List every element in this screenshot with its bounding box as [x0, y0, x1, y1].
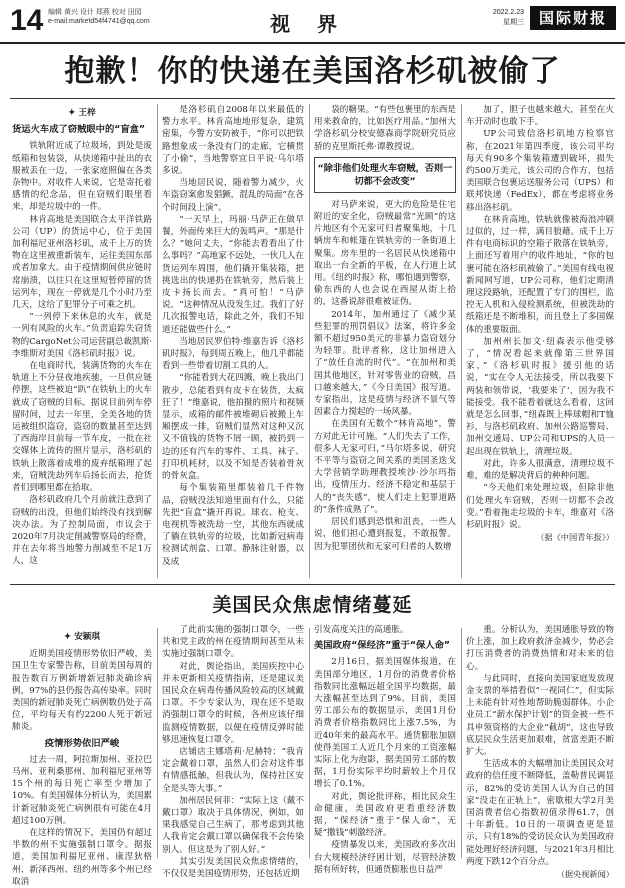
article2-column-2 [162, 624, 304, 880]
paragraph: 其实引发美国民众焦虑情绪的，不仅仅是美国疫情形势，还包括近期 [162, 856, 304, 880]
paragraph: “一天早上，玛丽·马萨正在做早餐，外面传来巨大的轰鸣声。“那是什么？”她问丈夫，“你能去看看出了什么事吗？”高地家不远处，一伙几人在货运列车周围，他们撬开集装箱，把挑选出的快递扔在铁轨旁，然后装上皮卡扬长而去。“真可怕！”马萨说，“这种情况从没发生过。我们了好几次报警电话，除此之外，我们不知道还能做些什么。” [162, 214, 304, 335]
paragraph: “今天他们来处理垃圾，但除非他们处理火车窃贼，否则一切都不会改变。”看着拖走垃圾的卡车，维嘉对《洛杉矶时报》说。 [466, 483, 614, 530]
article-body [466, 104, 614, 531]
paragraph: “一列停下来休息的火车，就是一列有风险的火车。”负责追踪失窃货物的CargoNet公司运营副总裁凯斯·李维斯对美国《洛杉矶时报》说。 [12, 312, 152, 359]
paragraph: 居民们感到恐惧和沮丧，一些人说，他们担心遭到报复，不敢报警。因为犯罪团伙和无家可归者的人数增 [314, 517, 456, 552]
article2-column-1 [12, 628, 152, 887]
byline-text: 安颖琪 [74, 631, 100, 641]
article1-column-1 [12, 104, 152, 578]
subheading: 货运火车成了窃贼眼中的“盲盒” [12, 124, 146, 136]
article1-column-2 [162, 104, 304, 578]
masthead-logo: 国际财报 [530, 6, 616, 30]
editor-line: 编辑 黄兴 设计 郑燕 校对 田园 [48, 9, 142, 16]
issue-date [474, 8, 524, 28]
editor-credits [48, 8, 150, 26]
column-rule [461, 104, 462, 578]
paragraph: 重。分析认为，美国通胀导致的物价上涨，加上政府救济金减少，势必会打压消费者的消费热情和对未来的信心。 [466, 625, 614, 672]
paragraph: 对此，舆论指出，美国疾控中心并未更新相关疫情指南，还是建议美国民众在病毒传播风险较高的区域戴口罩。不少专家认为，现在还不是取消强制口罩令的时候，各州应该仔细监测疫情数据，以便在疫情反弹时能够迅速恢复口罩令。 [162, 661, 304, 745]
paragraph: 在林肯高地，铁轨就像被海浪冲刷过似的，过一样，满目狼藉。成千上万件有电商标识的空箱子散落在铁轨旁，上面还写着用户的收件地址，“你的包裹可能在洛杉矶被偷了。”美国有线电视新闻网写道，UP公司称，他们定期清理这段路轨，还配置了专门的围栏，监控无人机和入侵检测系统，但被洗劫的纸箱还是不断堆积，而且登上了多国媒体的重要版面。 [466, 214, 614, 335]
paragraph: 在美国有无数个“林肯高地”，警方对此无计可施。“人们失去了工作，很多人无家可归，”马尔塔多说，研究不平等与盗窃之间关系的美国圣迭戈大学营销学助理教授埃沙·沙尔玛指出，疫情压力、经济不稳定和基层于人的“丧失感”，使人们走上犯罪道路的“条件成熟了”。 [314, 419, 456, 515]
article-body [162, 624, 304, 880]
paragraph: 林肯高地是美国联合太平洋铁路公司（UP）的货运中心，位于美国加利福尼亚州洛杉矶，成千上万的货物在这里被重新装车，运往美国东部或者加拿大。由于疫情期间供应链时常崩溃，以往只在这里短暂停留的货运列车，现在一停就是几个小时乃至几天，这给了犯罪分子可乘之机。 [12, 214, 152, 311]
email-line: e-mail:marketd54f4741@qq.com [48, 18, 150, 25]
paragraph: 了此前实施的强制口罩令，一些共和党主政的州在疫情期间甚至从未实施过强制口罩令。 [162, 625, 304, 660]
subheading: 疫情形势依旧严峻 [44, 737, 120, 749]
author-icon: ✦ [64, 631, 72, 641]
paragraph: 对马萨来说，更大的危险是住宅附近的安全化，窃贼最常“光顾”的这片地区有个无家可归者聚集地，十几辆房车和帐篷在铁轨旁的一条街道上聚集。房车里的一名居民从快递箱中取出一台全新的平板，在人行道上试用。《纽约时报》称，哪怕遇到警察，偷东西的人也会说在西屋从街上拾的，这番说辞很难被证伪。 [314, 199, 456, 308]
paragraph: 引发高度关注的高通胀。 [314, 625, 409, 635]
paragraph: 当地居民说，随着警力减少，火车盗窃案愈发猖獗，混乱的局面“在各个时间段上演”。 [162, 178, 304, 213]
paragraph: 袋的糖果。“有些包裹里的东西是用来救命的，比如医疗用品。”加州大学洛杉矶分校安德森商学院研究员应骄的克里斯托弗·谭教授说。 [314, 105, 456, 152]
article2-column-4 [466, 624, 615, 880]
article1-column-3 [314, 104, 456, 578]
article-body [12, 648, 152, 733]
paragraph: 生活成本的大幅增加让美国民众对政府的信任度不断降低，盖勒普民调显示，82%的受访美国人认为自己的国家“没走在正轨上”，密歇根大学2月美国消费者信心指数初值录得61.7，创十年新低。10日的一项调查更是显示，只有18%的受访民众认为美国政府能处理好经济问题，与2021年3月相比两度下跌12个百分点。 [466, 759, 615, 867]
paragraph: 近期美国疫情形势依旧严峻，美国卫生专家警告称，目前美国每周的报告数百万例新增新冠肺炎确诊病例，97%的县仍报告高传染率。同时美国的新冠肺炎死亡病例数仍处于高位，平均每天有约2200人死于新冠肺炎。 [12, 649, 152, 733]
section-title: 视 界 [270, 12, 347, 36]
paragraph: 与此同时，直接向美国家庭发放现金支票的举措看似“一视同仁”，但实际上未能有针对性地帮助脆弱群体。小企业员工“薪水保护计划”的资金被一些不具申领资格的大企业“截胡”，这也导致底层民众生活更加艰难，贫富差距不断扩大。 [466, 673, 614, 758]
byline [12, 630, 152, 642]
column-rule [309, 104, 310, 578]
article1-column-4 [466, 104, 614, 578]
article2-column-3 [314, 624, 456, 875]
main-headline: 抱歉！你的快递在美国洛杉矶被偷了 [64, 54, 561, 89]
page-header [0, 0, 625, 44]
paragraph: 加了，胆子也越来越大，甚至在火车开动时也敢下手。 [466, 105, 614, 128]
column-rule [461, 628, 462, 858]
paragraph: 铁轨附近成了垃圾场，到处是废纸箱和包装袋，从快递箱中扯出的衣服被丢在一边，一张家庭照偏在各类杂物中。对收件人来说，它是寄托着感情的纪念品，但在窃贼们眼里看来，却是垃圾中的一件。 [12, 141, 152, 213]
paragraph: 加州州长加文·纽森表示他受够了，“情况看起来就像第三世界国家，”《洛杉矶时报》援引他的话说，“实在令人无法接受，所以我要下两装和领带说，‘我要来了’，因为我不能接受。我不能看着就这么看着，这回就是怎么回事，”纽森既上棒球帽和T恤衫，与洛杉矶政府、加州公路巡警局、加州交通局、UP公司和UPS的人员一起出现在铁轨上，清理垃圾。 [466, 336, 614, 457]
byline-text: 王梓 [78, 107, 96, 117]
article-body [12, 140, 152, 567]
paragraph: 在这样的情况下，美国仍有超过半数的州不实施强制口罩令。据报道，美国加利福尼亚州、康涅狄格州、新泽西州、纽约州等多个州已经取消 [12, 828, 152, 887]
paragraph: 疫情暴发以来，美国政府多次出台大规模经济纾困计划，尽管经济数据有所好转，但通货膨胀也日益严 [314, 840, 456, 875]
paragraph: 2月16日，据美国媒体报道，在美国部分地区，1月份的消费者价格指数同比涨幅远超全国平均数据，最大涨幅甚至达到了9%。目前，美国劳工部公布的数据显示，美国1月份消费者价格指数同比上涨7.5%，为近40年来的最高水平。通货膨胀加剧使得美国工人近几个月来的工资涨幅实际上化为泡影，据美国劳工部的数据，1月份实际平均时薪较上个月仅增长了0.1%。 [314, 657, 456, 790]
boxed-subheading: “除非他们处理火车窃贼，否则一切都不会改变” [314, 157, 456, 193]
paragraph: 每个集装箱里都装着几千件物品，窃贼没法知道里面有什么，只能先把“盲盒”撬开再说。球衣、枪支、电视机等被洗劫一空，其他东西就成了躺在铁轨旁的垃圾，比如新冠病毒检测试剂盒、口罩、静脉注射器，以及成 [162, 483, 304, 567]
second-headline: 美国民众焦虑情绪蔓延 [212, 594, 413, 616]
paragraph: 2014年，加州通过了《减少某些犯罪的刑罚倡议》法案，将许多金额不超过950美元的非暴力盗窃划分为轻罪。批评者称，这让加州进入了“放任自流的时代”。“在加州和美国其他地区，针对零售业的窃贼，昌口越来越大，”《今日美国》报写道。专家指出，这是疫情与经济不景气等因素合力搅起的一场风暴。 [314, 309, 456, 418]
paragraph: 在电商时代，装满货物的火车在轨道上不分昼夜地疾驰，一旦供应链停摆，这些被迫“趴”在铁轨上的火车就成了窃贼的目标。据说目前列车停留时间，过去一年里，全美各地的货运被组织盗窃，盗窃的数量甚至达到了西海岸目前每一节车皮，一批在社交媒体上流传的照片显示，洛杉矶的铁轨上散落着成堆的废弃纸箱理了起来，窃贼洗劫列车后扬长而去，抢货者们到哪里都在拾取。 [12, 361, 152, 494]
paragraph: 洛杉矶政府几个月前就注意到了窃贼的出没，但他们始终没有找到解决办法。为了控制局面，市议会于2020年7月决定削减警察局的经费，并在去年将当地警力削减至不足1万人，这 [12, 495, 152, 567]
article-body [12, 754, 152, 888]
author-icon: ✦ [68, 107, 76, 117]
column-rule [157, 104, 158, 578]
paragraph: 加州居民何菲：“实际上这（戴不戴口罩）取决于具体情况，例如，如果我感觉自己生病了，那考虑到其他人我肯定会戴口罩以确保我不会传染别人。但这是为了别人好。” [162, 795, 304, 855]
article-body [314, 656, 456, 876]
paragraph: 当地居民罗伯特·维嘉告诉《洛杉矶时报》，每到周五晚上，他几乎都能看到一些带着切割工具的人。 [162, 336, 304, 372]
divider [10, 584, 615, 585]
paragraph: UP公司致信洛杉矶地方检察官称，在2021年第四季度，该公司平均每天有90多个集装箱遭到破坏，损失约500万美元，该公司的合作方，包括美国联合包裹运送服务公司（UPS）和联邦快递（FedEx），都在考虑将业务移出洛杉矶。 [466, 129, 614, 213]
source-note: （据央视新闻） [556, 869, 614, 880]
source-note: （据《中国青年报》） [536, 532, 614, 543]
paragraph: 过去一周，阿拉斯加州、亚拉巴马州、亚利桑那州、加利福尼亚州等15个州的每日死亡率至少增加了10%。有美国媒体分析认为，美国累计新冠肺炎死亡病例很有可能在4月超过100万例。 [12, 754, 152, 826]
column-rule [157, 628, 158, 858]
weekday-text: 星期三 [503, 19, 524, 26]
article-body [466, 624, 614, 868]
paragraph: 对此，舆论批评称，相比民众生命健康，美国政府更看重经济数据，“保经济”重于“保人命”，无疑“撒钱”刺激经济。 [314, 791, 456, 839]
divider [10, 98, 615, 99]
page-number: 14 [10, 4, 44, 37]
byline [12, 106, 152, 118]
paragraph: 是洛杉矶自2008年以来最低的警力水平。林肯高地地形复杂，建筑密集，今警方安防被手，“你可以把铁路想象成一条没有门的走廊，它横贯了小偷”，当地警察宜日平说·乌尔塔多说。 [162, 105, 304, 177]
date-text: 2022.2.23 [492, 9, 524, 16]
article-body [162, 104, 304, 568]
paragraph: 店铺店主娜塔莉·尼赫特：“我肯定会戴着口罩，虽然人们会对这件事有情感抵触，但我认为，保持社区安全是头等大事。” [162, 747, 304, 794]
paragraph: “你能看到大花四溅，晚上我出门散步，总能看到有皮卡在装货，太疯狂了！”维嘉说，他拍摄的照片和视频显示，成箱的邮件被堆砌后被搬上车厢摆成一排，窃贼们显然对这种又沉又不值钱的货物不屑一顾，被扔到一边的还有汽车的零件、工具、袜子、打印机耗材，以及不知是否装着骨灰的骨灰盒。 [162, 373, 304, 482]
article-body [314, 199, 456, 553]
subheading: 美国政府“保经济”重于“保人命” [314, 640, 451, 652]
paragraph: 对此，许多人很满意，清理垃圾不难，难的是解决背后的种种问题。 [466, 458, 614, 482]
column-rule [309, 628, 310, 858]
